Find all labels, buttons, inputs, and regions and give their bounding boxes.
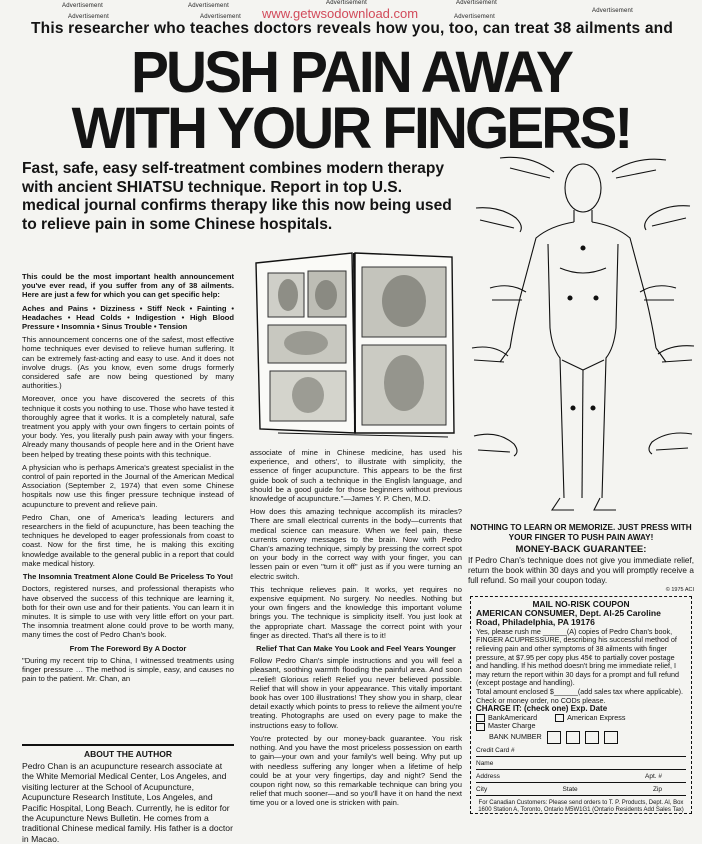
bankamericard-label: BankAmericard — [488, 712, 538, 722]
ad-label: Advertisement — [62, 3, 103, 9]
article-column-1 — [22, 272, 234, 687]
guarantee-title: MONEY-BACK GUARANTEE: — [515, 543, 647, 555]
ad-label: Advertisement — [68, 14, 109, 20]
apt-label: Apt. # — [645, 772, 662, 780]
body-paragraph: How does this amazing technique accomplish its miracles? There are small electrical currents in the body—currents that medical science can measure. When we feel pain, these currents convey messages to the brain. Now with Pedro Chan's amazing technique, simply by pressing the correct spot on your body in the correct way with your finger, you can lessen pain or even "turn it off" just as if you were turning an electric switch. — [250, 507, 462, 581]
headline-line-2: WITH YOUR FINGERS! — [71, 96, 631, 161]
about-author-body: Pedro Chan is an acupuncture research associate at the White Memorial Medical Center, Los Angeles, and visiting lecturer at the School of Acupuncture, Acupuncture Research Institute, Los Angeles, and Pacific Hospital, Long Beach. Currently, he is editor for the Acupuncture News Bulletin. He comes from a traditional Chinese medical family. His father is a doctor in Macao. — [22, 761, 233, 844]
headline-line-1: PUSH PAIN AWAY — [131, 40, 571, 105]
amex-checkbox[interactable] — [555, 714, 564, 722]
copyright: © 1975 ACI — [665, 586, 694, 593]
coupon-title: MAIL NO-RISK COUPON — [532, 599, 630, 609]
bank-number-box[interactable] — [547, 731, 561, 744]
zip-label: Zip — [652, 785, 662, 793]
about-author-title: ABOUT THE AUTHOR — [84, 749, 172, 759]
body-paragraph: associate of mine in Chinese medicine, has used his experience, and others', to illustrate with simplicity, the essence of finger acupuncture. This appears to be the first guide book of such a technique in the English language, and should be a good guide for those beginners without previous knowledge of acupuncture."—James Y. P. Chen, M.D. — [250, 448, 462, 504]
promo-block — [468, 523, 694, 596]
intro-paragraph: This could be the most important health announcement you've ever read, if you suffer from any of 38 ailments. Here are just a few for which you can get specific help: — [22, 272, 234, 300]
body-paragraph: This announcement concerns one of the safest, most effective home techniques ever devised to relieve human suffering. It can be extremely fast-acting and easy to use. And it does not involve drugs. (As you know, even some drugs formerly considered safe are now being questioned by many authorities.) — [22, 335, 234, 391]
body-paragraph: Moreover, once you have discovered the secrets of this technique it costs you nothing to use. Those who have tested it thoroughly agree that it works. It is a completely natural, safe treatment you apply with your own fingers to certain points of your body. Yes, you literally push pain away with your fingers. Already many thousands of people here and in the Orient have been helped by treating these points with this technique. — [22, 394, 234, 459]
bank-number-label: BANK NUMBER — [489, 732, 542, 742]
ad-label: Advertisement — [592, 8, 633, 14]
subheading: From The Foreword By A Doctor — [69, 643, 187, 653]
ad-label: Advertisement — [456, 0, 497, 6]
ad-label: Advertisement — [326, 0, 367, 6]
watermark: www.getwsodownload.com — [262, 6, 419, 21]
subheading: Relief That Can Make You Look and Feel Years Younger — [256, 644, 456, 654]
coupon-address: AMERICAN CONSUMER, Dept. Al-25 Caroline Road, Philadelphia, PA 19176 — [476, 607, 661, 628]
credit-card-field[interactable] — [476, 746, 686, 757]
amex-label: American Express — [567, 712, 626, 722]
ad-label: Advertisement — [454, 14, 495, 20]
about-author-box — [22, 744, 234, 844]
address-field[interactable] — [476, 772, 686, 783]
article-column-2 — [250, 448, 462, 812]
kicker-line: This researcher who teaches doctors reveals how you, too, can treat 38 ailments and — [31, 20, 673, 37]
coupon-total-text: Total amount enclosed $______(add sales tax where applicable). Check or money order, no CODs please. — [476, 686, 683, 705]
ailments-list: Aches and Pains • Dizziness • Stiff Neck • Fainting • Headaches • Head Colds • Indigestion • High Blood Pressure • Insomnia • Sinus Trouble • Tension — [22, 303, 234, 332]
state-label: State — [562, 785, 578, 793]
body-paragraph: "During my recent trip to China, I witnessed treatments using finger pressure … The method is simple, easy, and causes no pain to the patient. Mr. Chan, an — [22, 655, 234, 684]
body-figure-illustration — [470, 148, 696, 523]
ad-label: Advertisement — [188, 3, 229, 9]
bank-number-box[interactable] — [604, 731, 618, 744]
address-label: Address — [476, 772, 500, 780]
deck-paragraph: Fast, safe, easy self-treatment combines modern therapy with ancient SHIATSU technique. Report in top U.S. medical journal confirms therapy like this now being used to relieve pain in some Chinese hospitals. — [22, 160, 452, 233]
charge-label: CHARGE IT: (check one) Exp. Date — [476, 704, 608, 714]
city-state-zip-field[interactable] — [476, 785, 686, 796]
figure-caption: NOTHING TO LEARN OR MEMORIZE. JUST PRESS WITH YOUR FINGER TO PUSH PAIN AWAY! — [470, 523, 692, 542]
body-paragraph: Follow Pedro Chan's simple instructions and you will feel a pleasant, soothing warmth flooding the painful area. And soon—relief! Glorious relief! Relief you never believed possible. Relief that will show in your appearance. This vitally important book has over 100 illustrations! They show you in sharp, clear detail exactly which points to press to relieve the ailment you're treating. Photographs are used on every page to make the instructions easy to follow. — [250, 656, 462, 730]
ad-label: Advertisement — [200, 14, 241, 20]
bank-number-row — [476, 731, 686, 744]
name-field[interactable] — [476, 759, 686, 770]
open-book-illustration — [248, 243, 463, 440]
body-paragraph: You're protected by our money-back guarantee. You risk nothing. And you have the most priceless possession on earth to gain—your own and your family's well being. Why put up with needless suffering any longer when a lifetime of help could be at your very fingertips, day and night? Send the coupon right now, so this remarkable technique can bring you relief that much sooner—and so you'll have it on hand the next time you or a loved one is stricken with pain. — [250, 733, 462, 808]
coupon-footer: For Canadian Customers: Please send orders to T. P. Products, Dept. Al, Box 1600 Station A, Toronto, Ontario M5W1G1 (Ontario Residents Add Sales Tax) — [478, 799, 684, 813]
subheading: The Insomnia Treatment Alone Could Be Priceless To You! — [22, 572, 234, 582]
payment-row — [476, 722, 686, 731]
body-paragraph: A physician who is perhaps America's greatest specialist in the control of pain reported in the Journal of the American Medical Association (September 2, 1974) that even some Chinese hospitals now use this finger pressure technique instead of acupuncture to prevent and relieve pain. — [22, 462, 234, 509]
bankamericard-checkbox[interactable] — [476, 714, 485, 722]
body-paragraph: This technique relieves pain. It works, yet requires no expensive equipment. No surgery. No needles. Nothing but your own fingers and the knowledge this important volume brings you. The technique is simplicity itself. You just look at the appropriate chart. Massage the correct point with your finger as directed. That's all there is to it! — [250, 584, 462, 640]
coupon-order-text: Yes, please rush me ______(A) copies of Pedro Chan's book, FINGER ACUPRESSURE, describing his successful method of relieving pain and other symptoms of 38 ailments with finger pressure, at $7.95 per copy plus 45¢ to partially cover postage and handling. If his method doesn't bring me immediate relief, I may return the report within 30 days for a prompt and full refund (except postage and handling). — [476, 626, 679, 688]
credit-card-label: Credit Card # — [476, 746, 515, 754]
bank-number-box[interactable] — [585, 731, 599, 744]
master-charge-label: Master Charge — [488, 721, 536, 731]
master-charge-checkbox[interactable] — [476, 723, 485, 731]
guarantee-text: If Pedro Chan's technique does not give you immediate relief, return the book within 30 days and you will promptly receive a full refund. So mail your coupon today. — [468, 556, 694, 585]
body-paragraph: Doctors, registered nurses, and professional therapists who have observed the success of this technique are learning it, both for their own use and for their patients. You can learn it in minutes. It is simple to use with very little effort on your part. The insomnia treatment alone could prove to be worth many, many times the cost of Pedro Chan's book. — [22, 584, 234, 640]
order-coupon[interactable] — [470, 596, 692, 814]
body-paragraph: Pedro Chan, one of America's leading lecturers and researchers in the field of acupuncture, has been teaching the techniques he developed to eager professionals from coast to coast. Now for the first time, he is making this exciting knowledge available to the general public in a report that could make medical history. — [22, 512, 234, 568]
bank-number-box[interactable] — [566, 731, 580, 744]
city-label: City — [476, 785, 488, 793]
name-label: Name — [476, 759, 494, 767]
